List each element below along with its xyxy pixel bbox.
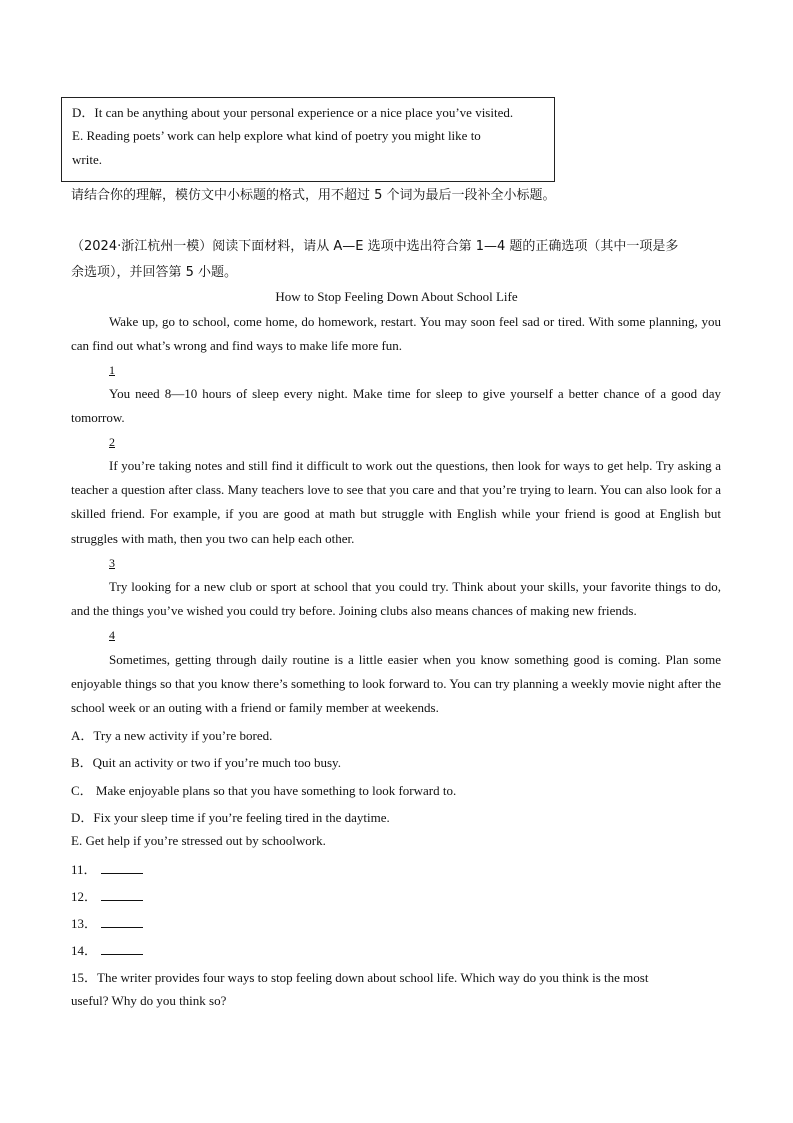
answer-11-label: 11．	[71, 862, 97, 877]
option-e-prev-line2: write.	[72, 152, 102, 167]
paragraph-2: If you’re taking notes and still find it difficult to work out the questions, then look for ways to get help. Try asking a teacher a question after class. Many teachers love to see that you care and that you’re trying to learn. You can also look for a skilled friend. For example, if you are good at math but struggle with English while your friend is good at English but struggles with math, then you two can help each other.	[71, 458, 721, 546]
paragraph-3: Try looking for a new club or sport at school that you could try. Think about your skills, your favorite things to do, and the things you’ve wished you could try before. Joining clubs also means chances of making new friends.	[71, 579, 721, 619]
blank-3: 3	[109, 556, 115, 570]
previous-instruction: 请结合你的理解，模仿文中小标题的格式，用不超过 5 个词为最后一段补全小标题。	[71, 188, 556, 203]
blank-4: 4	[109, 628, 115, 642]
answer-13	[71, 913, 143, 932]
answer-12-blank[interactable]	[101, 890, 143, 901]
passage-title: How to Stop Feeling Down About School Life	[275, 289, 518, 304]
option-d: D．Fix your sleep time if you’re feeling tired in the daytime.	[71, 810, 390, 825]
answer-11	[71, 859, 143, 878]
question-15-line1: 15．The writer provides four ways to stop feeling down about school life. Which way do you think is the most	[71, 970, 649, 985]
blank-2: 2	[109, 435, 115, 449]
passage-intro: Wake up, go to school, come home, do homework, restart. You may soon feel sad or tired. With some planning, you can find out what’s wrong and find ways to make life more fun.	[71, 314, 721, 354]
option-d-prev: D．It can be anything about your personal experience or a nice place you’ve visited.	[72, 105, 514, 120]
option-b: B．Quit an activity or two if you’re much too busy.	[71, 755, 341, 770]
question-15-line2: useful? Why do you think so?	[71, 993, 227, 1008]
answer-12-label: 12．	[71, 889, 98, 904]
answer-13-blank[interactable]	[101, 917, 143, 928]
answer-14-blank[interactable]	[101, 944, 143, 955]
paragraph-4: Sometimes, getting through daily routine is a little easier when you know something good is coming. Plan some enjoyable things so that you know there’s something to look forward to. You can try planning a weekly movie night after the school week or an outing with a friend or family member at weekends.	[71, 652, 721, 716]
previous-options-box	[61, 97, 555, 182]
paragraph-1: You need 8—10 hours of sleep every night. Make time for sleep to give yourself a better chance of a good day tomorrow.	[71, 386, 721, 426]
answer-11-blank[interactable]	[101, 863, 143, 874]
blank-1: 1	[109, 363, 115, 377]
option-a: A．Try a new activity if you’re bored.	[71, 728, 273, 743]
answer-14	[71, 940, 143, 959]
answer-13-label: 13．	[71, 916, 98, 931]
option-e-prev-line1: E. Reading poets’ work can help explore what kind of poetry you might like to	[72, 128, 481, 143]
option-e: E. Get help if you’re stressed out by schoolwork.	[71, 833, 326, 848]
answer-12	[71, 886, 143, 905]
answer-14-label: 14．	[71, 943, 98, 958]
section-intro-line2: 余选项），并回答第 5 小题。	[71, 265, 238, 280]
section-intro-line1: （2024·浙江杭州一模）阅读下面材料，请从 A—E 选项中选出符合第 1—4 题的正确选项（其中一项是多	[71, 239, 679, 254]
option-c: C． Make enjoyable plans so that you have something to look forward to.	[71, 783, 457, 798]
